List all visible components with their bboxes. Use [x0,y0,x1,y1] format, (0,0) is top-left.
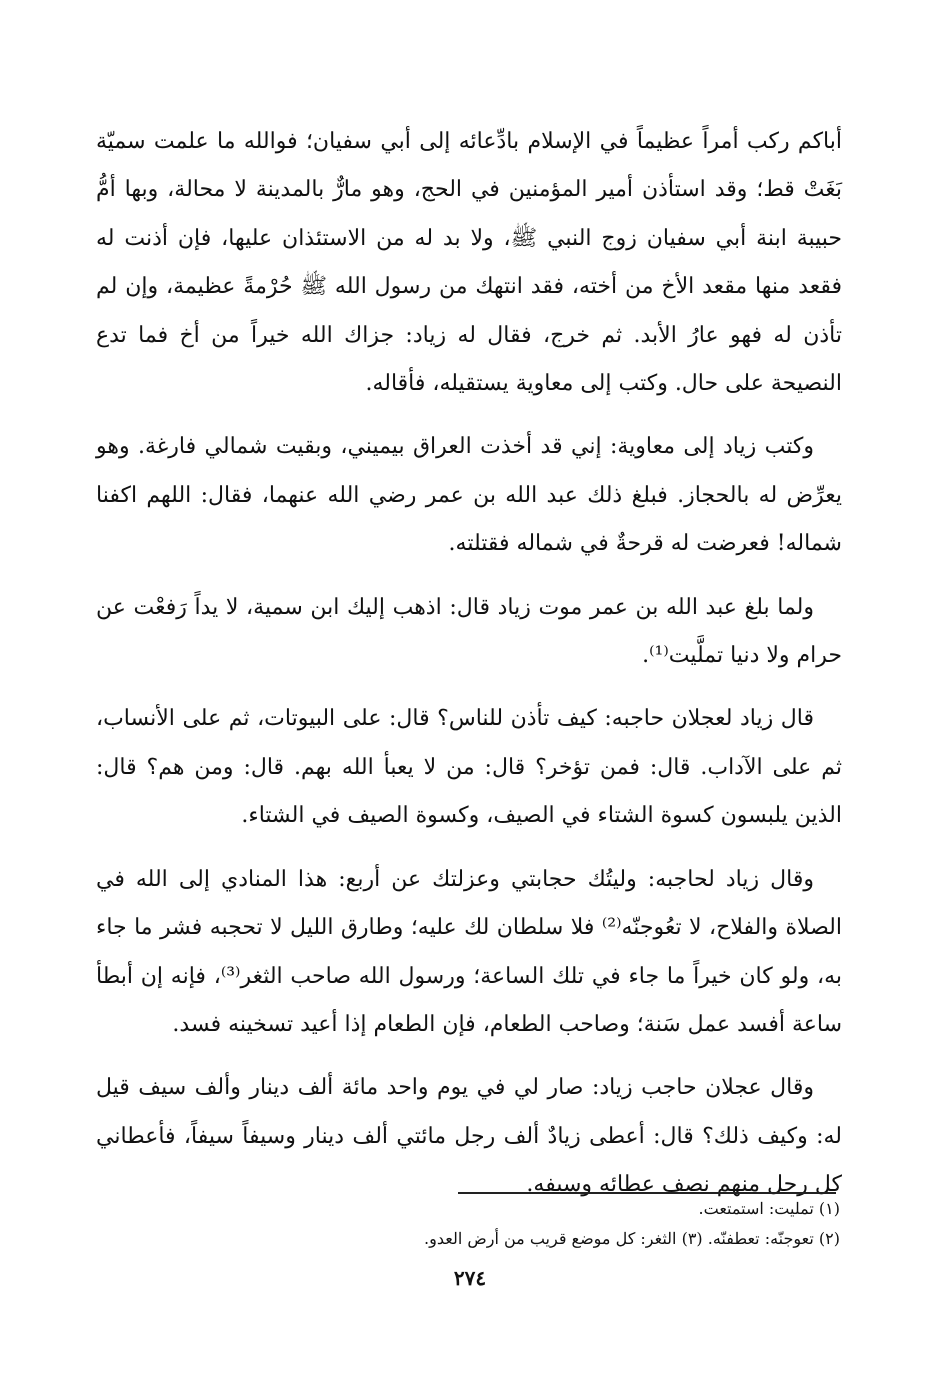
main-text [96,118,842,1225]
footnote-1: (١) تمليت: استمتعت. [698,1199,840,1218]
paragraph-2: وكتب زياد إلى معاوية: إني قد أخذت العراق بيميني، وبقيت شمالي فارغة. وهو يعرِّض له بالحجاز. فبلغ ذلك عبد الله بن عمر رضي الله عنهما، فقال: اللهم اكفنا شماله! فعرضت له قرحةٌ في شماله فقتلته. [96,434,842,557]
footnotes [300,1194,840,1254]
paragraph-4: قال زياد لعجلان حاجبه: كيف تأذن للناس؟ قال: على البيوتات، ثم على الأنساب، ثم على الآداب. قال: فمن تؤخر؟ قال: من لا يعبأ الله بهم. قال: ومن هم؟ قال: الذين يلبسون كسوة الشتاء في الصيف، وكسوة الصيف في الشتاء. [96,706,842,829]
paragraph-1: أباكم ركب أمراً عظيماً في الإسلام بادِّعائه إلى أبي سفيان؛ فوالله ما علمت سميّة بَغَتْ قط؛ وقد استأذن أمير المؤمنين في الحج، وهو مارٌّ بالمدينة لا محالة، وبها أمُّ حبيبة ابنة أبي سفيان زوج النبي ﷺ، ولا بد له من الاستئذان عليها، فإن أذنت له فقعد منها مقعد الأخ من أخته، فقد انتهك من رسول الله ﷺ حُرْمةً عظيمة، وإن لم تأذن له فهو عارُ الأبد. ثم خرج، فقال له زياد: جزاك الله خيراً من أخ فما تدع النصيحة على حال. وكتب إلى معاوية يستقيله، فأقاله. [96,129,842,397]
footnote-2-3: (٢) تعوجنّه: تعطفنّه. (٣) الثغر: كل موضع قريب من أرض العدو. [424,1229,840,1248]
paragraph-5: وقال زياد لحاجبه: وليتُك حجابتي وعزلتك عن أربع: هذا المنادي إلى الله في الصلاة والفلاح، لا تعُوجنّه⁽²⁾ فلا سلطان لك عليه؛ وطارق الليل لا تحجبه فشر ما جاء به، ولو كان خيراً ما جاء في تلك الساعة؛ ورسول الله صاحب الثغر⁽³⁾، فإنه إن أبطأ ساعة أفسد عمل سَنة؛ وصاحب الطعام، فإن الطعام إذا أعيد تسخينه فسد. [96,866,842,1037]
paragraph-6: وقال عجلان حاجب زياد: صار لي في يوم واحد مائة ألف دينار وألف سيف قيل له: وكيف ذلك؟ قال: أعطى زيادٌ ألف رجل مائتي ألف دينار وسيفاً سيفاً، فأعطاني كل رجل منهم نصف عطائه وسيفه. [96,1075,842,1198]
page-number: ٢٧٤ [453,1266,487,1290]
paragraph-3: ولما بلغ عبد الله بن عمر موت زياد قال: اذهب إليك ابن سمية، لا يداً رَفعْت عن حرام ولا دنيا تملَّيت⁽¹⁾. [96,594,842,669]
